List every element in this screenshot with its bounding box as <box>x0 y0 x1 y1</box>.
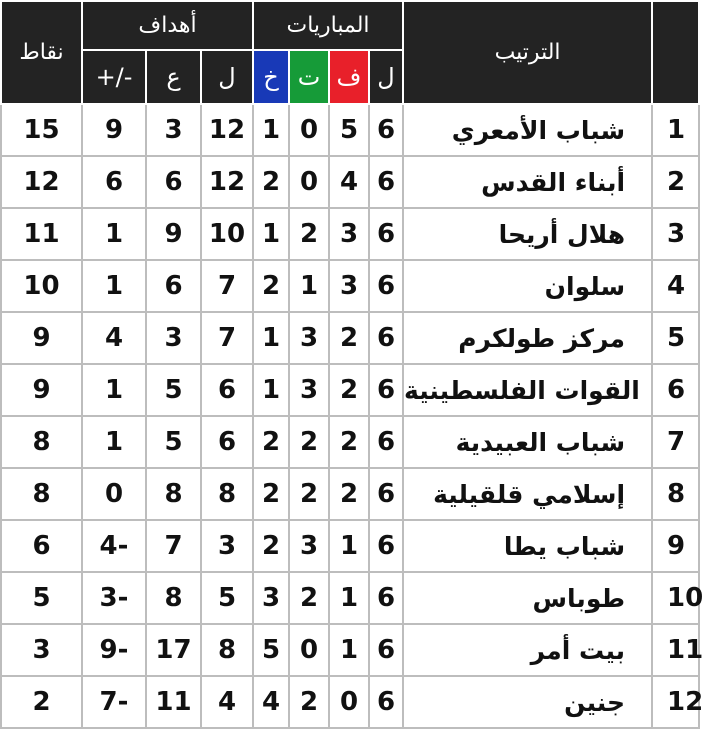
goals-for-header: ل <box>201 50 253 104</box>
team-name: أبناء القدس <box>403 156 652 208</box>
lost-header: خ <box>253 50 289 104</box>
points-cell: 15 <box>1 104 82 156</box>
played-cell: 6 <box>369 104 403 156</box>
table-row <box>1 312 699 364</box>
goals-for-cell: 4 <box>201 676 253 728</box>
drawn-cell: 2 <box>289 676 329 728</box>
goals-for-cell: 6 <box>201 364 253 416</box>
goal-diff-cell: 9 <box>82 104 146 156</box>
team-name: بيت أمر <box>403 624 652 676</box>
won-cell: 2 <box>329 468 369 520</box>
team-name: طوباس <box>403 572 652 624</box>
goals-for-cell: 8 <box>201 468 253 520</box>
drawn-cell: 2 <box>289 468 329 520</box>
table-row <box>1 468 699 520</box>
drawn-cell: 3 <box>289 520 329 572</box>
drawn-cell: 2 <box>289 572 329 624</box>
points-header: نقاط <box>1 1 82 104</box>
goals-against-cell: 8 <box>146 572 201 624</box>
lost-cell: 5 <box>253 624 289 676</box>
rank-header <box>652 1 699 104</box>
table-row <box>1 520 699 572</box>
lost-cell: 2 <box>253 156 289 208</box>
points-cell: 10 <box>1 260 82 312</box>
rank-cell: 2 <box>652 156 699 208</box>
goals-against-cell: 6 <box>146 260 201 312</box>
rank-cell: 9 <box>652 520 699 572</box>
team-name: شباب العبيدية <box>403 416 652 468</box>
lost-cell: 2 <box>253 260 289 312</box>
won-cell: 2 <box>329 364 369 416</box>
lost-cell: 3 <box>253 572 289 624</box>
goals-against-header: ع <box>146 50 201 104</box>
goals-for-cell: 10 <box>201 208 253 260</box>
played-cell: 6 <box>369 260 403 312</box>
points-cell: 3 <box>1 624 82 676</box>
goals-header: أهداف <box>82 1 253 50</box>
drawn-cell: 2 <box>289 416 329 468</box>
won-cell: 1 <box>329 624 369 676</box>
points-cell: 6 <box>1 520 82 572</box>
goal-diff-cell: 4 <box>82 312 146 364</box>
lost-cell: 2 <box>253 416 289 468</box>
won-cell: 3 <box>329 208 369 260</box>
team-name: إسلامي قلقيلية <box>403 468 652 520</box>
lost-cell: 1 <box>253 312 289 364</box>
goal-diff-cell: 1 <box>82 208 146 260</box>
goal-diff-cell: 6 <box>82 156 146 208</box>
goals-for-cell: 8 <box>201 624 253 676</box>
goal-diff-cell: 3- <box>82 572 146 624</box>
goals-against-cell: 11 <box>146 676 201 728</box>
played-cell: 6 <box>369 364 403 416</box>
lost-cell: 1 <box>253 364 289 416</box>
goals-against-cell: 9 <box>146 208 201 260</box>
header-row-top <box>1 1 699 50</box>
team-name: مركز طولكرم <box>403 312 652 364</box>
goals-for-cell: 7 <box>201 260 253 312</box>
rank-cell: 1 <box>652 104 699 156</box>
goal-diff-cell: 9- <box>82 624 146 676</box>
goals-for-cell: 12 <box>201 156 253 208</box>
goals-against-cell: 8 <box>146 468 201 520</box>
played-cell: 6 <box>369 572 403 624</box>
goals-for-cell: 6 <box>201 416 253 468</box>
team-name: شباب الأمعري <box>403 104 652 156</box>
table-row <box>1 624 699 676</box>
played-cell: 6 <box>369 312 403 364</box>
matches-header: المباريات <box>253 1 403 50</box>
goals-for-cell: 5 <box>201 572 253 624</box>
drawn-header: ت <box>289 50 329 104</box>
lost-cell: 2 <box>253 520 289 572</box>
goals-against-cell: 17 <box>146 624 201 676</box>
played-cell: 6 <box>369 468 403 520</box>
points-cell: 12 <box>1 156 82 208</box>
table-row <box>1 260 699 312</box>
rank-cell: 8 <box>652 468 699 520</box>
goals-against-cell: 5 <box>146 416 201 468</box>
played-cell: 6 <box>369 676 403 728</box>
goal-diff-cell: 1 <box>82 364 146 416</box>
goals-against-cell: 3 <box>146 104 201 156</box>
rank-cell: 11 <box>652 624 699 676</box>
played-cell: 6 <box>369 156 403 208</box>
points-cell: 9 <box>1 312 82 364</box>
table-row <box>1 364 699 416</box>
goal-diff-cell: 1 <box>82 416 146 468</box>
points-cell: 11 <box>1 208 82 260</box>
goal-diff-cell: 1 <box>82 260 146 312</box>
rank-cell: 4 <box>652 260 699 312</box>
team-name: سلوان <box>403 260 652 312</box>
goals-for-cell: 7 <box>201 312 253 364</box>
played-cell: 6 <box>369 416 403 468</box>
won-cell: 4 <box>329 156 369 208</box>
won-cell: 2 <box>329 416 369 468</box>
won-cell: 1 <box>329 572 369 624</box>
rank-cell: 5 <box>652 312 699 364</box>
drawn-cell: 3 <box>289 364 329 416</box>
table-row <box>1 572 699 624</box>
points-cell: 9 <box>1 364 82 416</box>
drawn-cell: 2 <box>289 208 329 260</box>
lost-cell: 1 <box>253 104 289 156</box>
won-cell: 1 <box>329 520 369 572</box>
lost-cell: 2 <box>253 468 289 520</box>
rank-cell: 12 <box>652 676 699 728</box>
played-cell: 6 <box>369 520 403 572</box>
table-row <box>1 416 699 468</box>
lost-cell: 4 <box>253 676 289 728</box>
played-header: ل <box>369 50 403 104</box>
won-header: ف <box>329 50 369 104</box>
points-cell: 8 <box>1 416 82 468</box>
rank-cell: 7 <box>652 416 699 468</box>
points-cell: 5 <box>1 572 82 624</box>
goals-for-cell: 12 <box>201 104 253 156</box>
lost-cell: 1 <box>253 208 289 260</box>
goals-against-cell: 3 <box>146 312 201 364</box>
standings-header: الترتيب <box>403 1 652 104</box>
goals-for-cell: 3 <box>201 520 253 572</box>
goals-against-cell: 7 <box>146 520 201 572</box>
drawn-cell: 0 <box>289 156 329 208</box>
team-name: القوات الفلسطينية <box>403 364 652 416</box>
team-name: هلال أريحا <box>403 208 652 260</box>
won-cell: 3 <box>329 260 369 312</box>
rank-cell: 10 <box>652 572 699 624</box>
drawn-cell: 3 <box>289 312 329 364</box>
rank-cell: 6 <box>652 364 699 416</box>
table-row <box>1 104 699 156</box>
won-cell: 5 <box>329 104 369 156</box>
played-cell: 6 <box>369 624 403 676</box>
team-name: شباب يطا <box>403 520 652 572</box>
goals-against-cell: 5 <box>146 364 201 416</box>
table-row <box>1 676 699 728</box>
rank-cell: 3 <box>652 208 699 260</box>
goal-diff-header: +/- <box>82 50 146 104</box>
played-cell: 6 <box>369 208 403 260</box>
won-cell: 2 <box>329 312 369 364</box>
goal-diff-cell: 0 <box>82 468 146 520</box>
won-cell: 0 <box>329 676 369 728</box>
goal-diff-cell: 4- <box>82 520 146 572</box>
table-row <box>1 156 699 208</box>
goals-against-cell: 6 <box>146 156 201 208</box>
table-row <box>1 208 699 260</box>
drawn-cell: 0 <box>289 624 329 676</box>
drawn-cell: 1 <box>289 260 329 312</box>
points-cell: 2 <box>1 676 82 728</box>
team-name: جنين <box>403 676 652 728</box>
points-cell: 8 <box>1 468 82 520</box>
drawn-cell: 0 <box>289 104 329 156</box>
goal-diff-cell: 7- <box>82 676 146 728</box>
